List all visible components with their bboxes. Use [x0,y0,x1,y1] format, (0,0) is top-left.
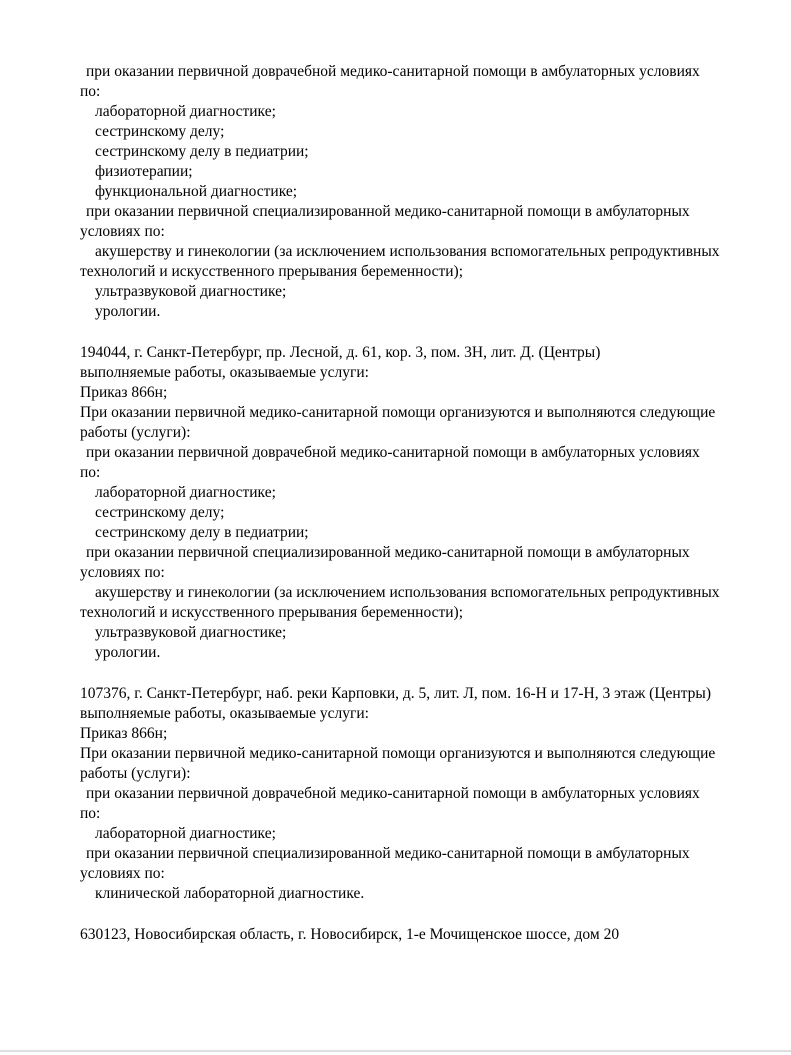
text-line: выполняемые работы, оказываемые услуги: [80,364,369,381]
text-line: работы (услуги): [80,424,191,441]
text-line: сестринскому делу в педиатрии; [95,524,309,541]
text-line: урологии. [95,303,161,320]
text-line: функциональной диагностике; [95,183,298,200]
text-line: по: [80,83,101,100]
text-line: ультразвуковой диагностике; [95,283,287,300]
text-line: при оказании первичной доврачебной медико-санитарной помощи в амбулаторных условиях [86,63,700,80]
section-address-630123 [80,925,760,945]
text-line: при оказании первичной специализированной медико-санитарной помощи в амбулаторных [86,845,690,862]
text-line: сестринскому делу; [95,123,225,140]
text-line: При оказании первичной медико-санитарной помощи организуются и выполняются следующие [80,404,716,421]
text-line: лабораторной диагностике; [95,825,276,842]
text-line: при оказании первичной специализированной медико-санитарной помощи в амбулаторных [86,203,690,220]
text-line: условиях по: [80,223,165,240]
text-line: физиотерапии; [95,163,193,180]
section-address-194044 [80,343,760,663]
text-line: условиях по: [80,564,165,581]
text-line: работы (услуги): [80,765,191,782]
text-line: при оказании первичной специализированной медико-санитарной помощи в амбулаторных [86,544,690,561]
text-line: по: [80,805,101,822]
text-line: условиях по: [80,865,165,882]
bottom-divider [0,1050,791,1052]
section-address-107376 [80,684,760,904]
text-line: при оказании первичной доврачебной медико-санитарной помощи в амбулаторных условиях [86,444,700,461]
text-line: при оказании первичной доврачебной медико-санитарной помощи в амбулаторных условиях [86,785,700,802]
text-line: клинической лабораторной диагностике. [95,885,365,902]
text-line: технологий и искусственного прерывания беременности); [80,263,464,280]
text-line: При оказании первичной медико-санитарной помощи организуются и выполняются следующие [80,745,716,762]
text-line: выполняемые работы, оказываемые услуги: [80,705,369,722]
text-line: лабораторной диагностике; [95,484,276,501]
document-body [80,62,760,945]
text-line: 194044, г. Санкт-Петербург, пр. Лесной, д. 61, кор. 3, пом. 3Н, лит. Д. (Центры) [80,344,601,361]
text-line: акушерству и гинекологии (за исключением использования вспомогательных репродуктивных [95,243,720,260]
text-line: 107376, г. Санкт-Петербург, наб. реки Карповки, д. 5, лит. Л, пом. 16-Н и 17-Н, 3 этаж (Центры) [80,685,711,702]
text-line: акушерству и гинекологии (за исключением использования вспомогательных репродуктивных [95,584,720,601]
text-line: по: [80,464,101,481]
text-line: лабораторной диагностике; [95,103,276,120]
text-line: Приказ 866н; [80,725,168,742]
text-line: ультразвуковой диагностике; [95,624,287,641]
text-line: сестринскому делу; [95,504,225,521]
section-services-continuation [80,62,760,322]
text-line: Приказ 866н; [80,384,168,401]
text-line: 630123, Новосибирская область, г. Новосибирск, 1-е Мочищенское шоссе, дом 20 [80,926,620,943]
text-line: сестринскому делу в педиатрии; [95,143,309,160]
text-line: технологий и искусственного прерывания беременности); [80,604,464,621]
text-line: урологии. [95,644,161,661]
